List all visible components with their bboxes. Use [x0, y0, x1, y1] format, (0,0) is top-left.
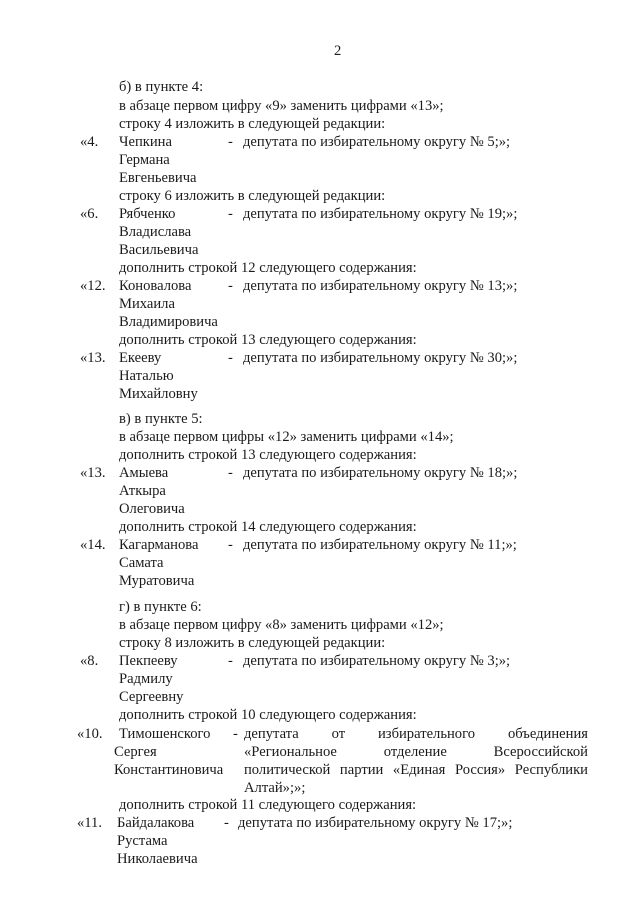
entry-last-name: Кагарманова	[119, 537, 199, 553]
section-b-line3: строку 6 изложить в следующей редакции:	[119, 188, 386, 204]
entry-last-name: Пекпееву	[119, 653, 178, 669]
entry-first-name: Рустама	[117, 833, 168, 849]
section-g-line2: строку 8 изложить в следующей редакции:	[119, 635, 386, 651]
page-number: 2	[334, 43, 342, 59]
entry-patronymic: Муратовича	[119, 573, 195, 589]
entry-first-name: Владислава	[119, 224, 192, 240]
entry-number: «12.	[80, 278, 106, 294]
section-b-line5: дополнить строкой 13 следующего содержания:	[119, 332, 417, 348]
section-b-line2: строку 4 изложить в следующей редакции:	[119, 116, 386, 132]
entry-patronymic: Владимировича	[119, 314, 218, 330]
entry-last-name: Амыева	[119, 465, 169, 481]
entry-first-name: Германа	[119, 152, 170, 168]
entry-patronymic: Константиновича	[114, 762, 224, 778]
entry-number: «13.	[80, 350, 106, 366]
text-word: Республики	[514, 762, 588, 778]
entry-text: депутата по избирательному округу № 11;»;	[243, 537, 517, 553]
entry-first-name: Сергея	[114, 744, 157, 760]
section-v-line2: дополнить строкой 13 следующего содержания:	[119, 447, 417, 463]
entry-number: «10.	[77, 726, 103, 742]
entry-text: депутата по избирательному округу № 19;»;	[243, 206, 518, 222]
section-g-line1: в абзаце первом цифру «8» заменить цифрами «12»;	[119, 617, 444, 633]
text-word: Всероссийской	[493, 744, 588, 760]
section-b-line4: дополнить строкой 12 следующего содержания:	[119, 260, 417, 276]
entry-dash: -	[228, 134, 233, 150]
entry-last-name: Байдалакова	[117, 815, 195, 831]
section-b-line1: в абзаце первом цифру «9» заменить цифрами «13»;	[119, 98, 444, 114]
section-g-line3: дополнить строкой 10 следующего содержания:	[119, 707, 417, 723]
entry-text: депутата по избирательному округу № 30;»;	[243, 350, 518, 366]
entry-text-line4: Алтай»;»;	[244, 780, 306, 796]
section-g-heading: г) в пункте 6:	[119, 599, 202, 615]
entry-last-name: Рябченко	[119, 206, 176, 222]
text-word: депутата	[244, 726, 299, 742]
entry-text: депутата по избирательному округу № 5;»;	[243, 134, 511, 150]
text-word: «Региональное	[244, 744, 337, 760]
entry-number: «14.	[80, 537, 106, 553]
entry-dash: -	[233, 726, 238, 742]
section-g-line4: дополнить строкой 11 следующего содержания:	[119, 797, 417, 813]
entry-patronymic: Олеговича	[119, 501, 185, 517]
text-word: Россия»	[454, 762, 506, 778]
text-word: «Единая	[392, 762, 446, 778]
section-b-heading: б) в пункте 4:	[119, 79, 204, 95]
section-v-heading: в) в пункте 5:	[119, 411, 203, 427]
entry-first-name: Самата	[119, 555, 164, 571]
text-word: избирательного	[378, 726, 476, 742]
entry-first-name: Михаила	[119, 296, 175, 312]
section-v-line1: в абзаце первом цифры «12» заменить цифрами «14»;	[119, 429, 454, 445]
entry-text: депутата по избирательному округу № 18;»;	[243, 465, 518, 481]
entry-number: «8.	[80, 653, 99, 669]
entry-patronymic: Николаевича	[117, 851, 198, 867]
entry-patronymic: Васильевича	[119, 242, 199, 258]
text-word: от	[331, 726, 346, 742]
entry-text-line3	[244, 762, 588, 779]
entry-number: «4.	[80, 134, 99, 150]
entry-first-name: Аткыра	[119, 483, 166, 499]
text-word: отделение	[383, 744, 447, 760]
text-word: политической	[244, 762, 331, 778]
entry-last-name: Тимошенского	[119, 726, 211, 742]
entry-last-name: Чепкина	[119, 134, 172, 150]
entry-patronymic: Михайловну	[119, 386, 198, 402]
entry-dash: -	[228, 206, 233, 222]
entry-text: депутата по избирательному округу № 13;»;	[243, 278, 518, 294]
entry-text-line1	[244, 726, 588, 743]
text-word: объединения	[507, 726, 588, 742]
entry-first-name: Наталью	[119, 368, 174, 384]
entry-dash: -	[224, 815, 229, 831]
entry-text: депутата по избирательному округу № 3;»;	[243, 653, 511, 669]
entry-number: «6.	[80, 206, 99, 222]
entry-number: «13.	[80, 465, 106, 481]
entry-text: депутата по избирательному округу № 17;»;	[238, 815, 513, 831]
text-word: партии	[339, 762, 384, 778]
entry-dash: -	[228, 653, 233, 669]
entry-number: «11.	[77, 815, 102, 831]
entry-last-name: Екееву	[119, 350, 162, 366]
entry-dash: -	[228, 537, 233, 553]
entry-dash: -	[228, 465, 233, 481]
entry-dash: -	[228, 278, 233, 294]
entry-dash: -	[228, 350, 233, 366]
entry-first-name: Радмилу	[119, 671, 173, 687]
entry-patronymic: Евгеньевича	[119, 170, 197, 186]
entry-last-name: Коновалова	[119, 278, 192, 294]
entry-text-line2	[244, 744, 588, 761]
section-v-line3: дополнить строкой 14 следующего содержания:	[119, 519, 417, 535]
entry-patronymic: Сергеевну	[119, 689, 184, 705]
